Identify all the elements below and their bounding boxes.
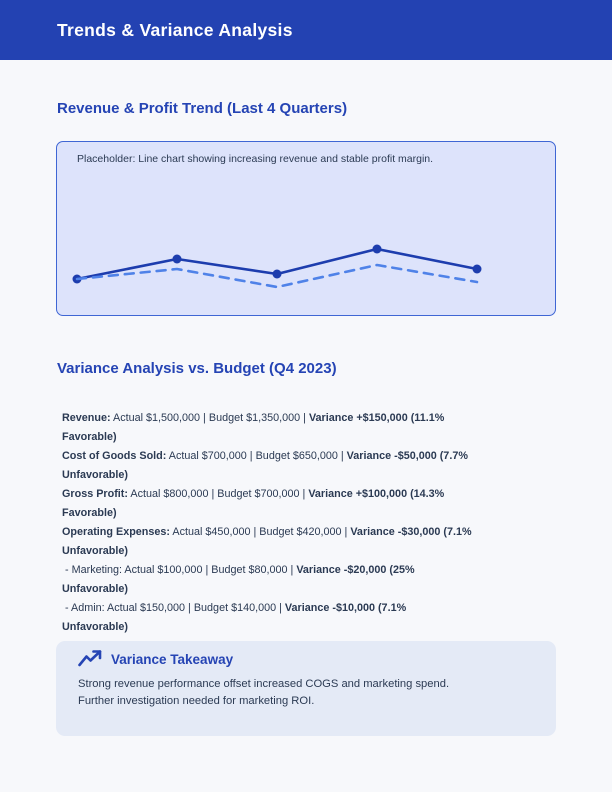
report-header <box>0 0 612 60</box>
page-title: Trends & Variance Analysis <box>57 19 293 40</box>
trending-up-icon <box>78 649 102 669</box>
takeaway-title: Variance Takeaway <box>111 651 234 667</box>
takeaway-header <box>78 649 534 669</box>
variance-line: Cost of Goods Sold: Actual $700,000 | Budget $650,000 | Variance -$50,000 (7.7% Unfavorable) <box>62 450 468 481</box>
variance-section-heading: Variance Analysis vs. Budget (Q4 2023) <box>57 360 337 377</box>
variance-analysis-text <box>62 409 602 675</box>
variance-line: Gross Profit: Actual $800,000 | Budget $700,000 | Variance +$100,000 (14.3% Favorable) <box>62 488 445 519</box>
trend-chart-placeholder <box>56 141 556 316</box>
trend-section-heading: Revenue & Profit Trend (Last 4 Quarters) <box>57 100 348 117</box>
takeaway-body: Strong revenue performance offset increased COGS and marketing spend. Further investigation needed for marketing ROI. <box>78 678 450 707</box>
variance-line: - Admin: Actual $150,000 | Budget $140,000 | Variance -$10,000 (7.1% Unfavorable) <box>62 602 407 633</box>
variance-line: Operating Expenses: Actual $450,000 | Budget $420,000 | Variance -$30,000 (7.1% Unfavorable) <box>62 526 472 557</box>
chart-placeholder-text: Placeholder: Line chart showing increasing revenue and stable profit margin. <box>77 153 434 165</box>
variance-line: - Marketing: Actual $100,000 | Budget $80,000 | Variance -$20,000 (25% Unfavorable) <box>62 564 415 595</box>
variance-line: Revenue: Actual $1,500,000 | Budget $1,350,000 | Variance +$150,000 (11.1% Favorable) <box>62 412 445 443</box>
trend-line-chart <box>57 142 554 315</box>
variance-takeaway-callout <box>56 641 556 736</box>
